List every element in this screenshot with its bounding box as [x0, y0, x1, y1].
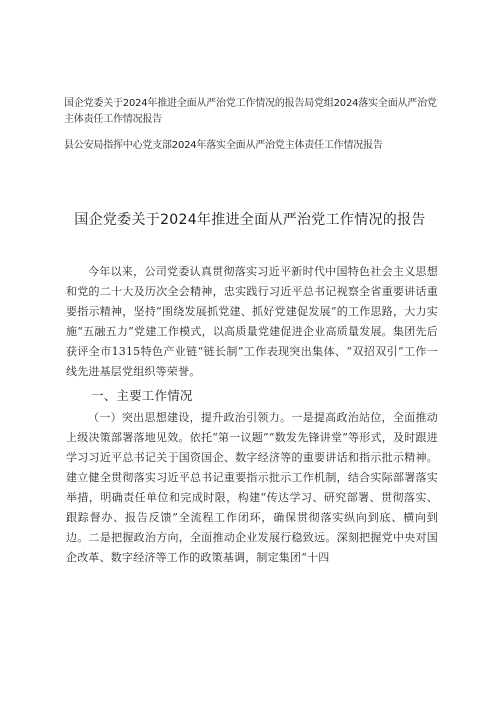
- section-heading: 一、主要工作情况: [91, 388, 193, 403]
- toc-item-2[interactable]: 县公安局指挥中心党支部2024年落实全面从严治党主体责任工作情况报告: [64, 140, 383, 151]
- document-body: [66, 262, 438, 568]
- section-paragraph: （一）突出思想建设，提升政治引领力。一是提高政治站位，全面推动上级决策部署落地见效。依托“第一议题”“数发先锋讲堂”等形式，及时跟进学习习近平总书记关于国资国企、数字经济等的重要讲话和指示批示精神。建立健全贯彻落实习近平总书记重要指示批示工作机制，结合实际部署落实举措，明确责任单位和完成时限，构建“传达学习、研究部署、贯彻落实、跟踪督办、报告反馈”全流程工作闭环，确保贯彻落实纵向到底、横向到边。二是把握政治方向，全面推动企业发展行稳致远。深刻把握党中央对国企改革、数字经济等工作的政策基调，制定集团“十四: [66, 411, 438, 564]
- intro-paragraph: 今年以来，公司党委认真贯彻落实习近平新时代中国特色社会主义思想和党的二十大及历次全会精神，忠实践行习近平总书记视察全省重要讲话重要指示精神，坚持“围绕发展抓党建、抓好党建促发展”的工作思路，大力实施“五融五力”党建工作模式，以高质量党建促进企业高质量发展。集团先后获评全市1315特色产业链“链长制”工作表现突出集体、“双招双引”工作一线先进基层党组织等荣誉。: [66, 265, 438, 378]
- toc-item-1[interactable]: 国企党委关于2024年推进全面从严治党工作情况的报告局党组2024落实全面从严治党主体责任工作情况报告: [64, 98, 437, 125]
- table-of-contents: [64, 96, 444, 164]
- document-title: 国企党委关于2024年推进全面从严治党工作情况的报告: [74, 212, 426, 228]
